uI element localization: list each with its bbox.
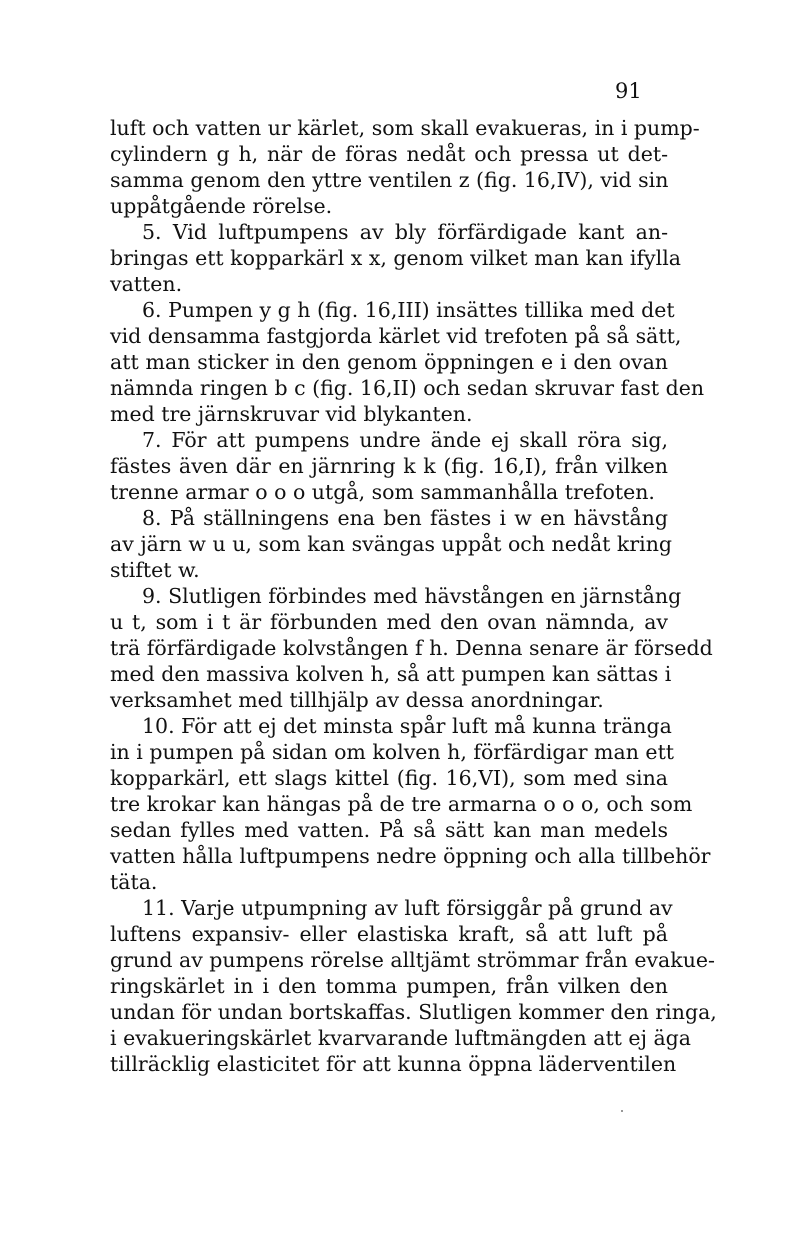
text-line: samma genom den yttre ventilen z (fig. 16,IV), vid sin: [110, 168, 669, 192]
text-line: att man sticker in den genom öppningen e i den ovan: [110, 350, 668, 374]
text-line: 10. För att ej det minsta spår luft må kunna tränga: [142, 714, 672, 738]
text-line: 9. Slutligen förbindes med hävstången en järnstång: [142, 584, 682, 608]
body-text: [110, 115, 717, 1077]
text-line: u t, som i t är förbunden med den ovan nämnda, av: [110, 610, 668, 634]
text-line: verksamhet med tillhjälp av dessa anordningar.: [110, 688, 604, 712]
text-line: in i pumpen på sidan om kolven h, förfärdigar man ett: [110, 740, 675, 764]
text-line: 7. För att pumpens undre ände ej skall röra sig,: [142, 428, 668, 452]
text-line: vatten.: [110, 272, 183, 296]
text-line: bringas ett kopparkärl x x, genom vilket man kan ifylla: [110, 246, 681, 270]
text-line: nämnda ringen b c (fig. 16,II) och sedan skruvar fast den: [110, 376, 705, 400]
text-line: undan för undan bortskaffas. Slutligen kommer den ringa,: [110, 1000, 717, 1024]
text-line: 8. På ställningens ena ben fästes i w en hävstång: [142, 506, 668, 530]
text-line: vatten hålla luftpumpens nedre öppning och alla tillbehör: [110, 844, 711, 868]
text-line: vid densamma fastgjorda kärlet vid trefoten på så sätt,: [110, 324, 682, 348]
paper-speck: [621, 1110, 623, 1112]
text-line: 5. Vid luftpumpens av bly förfärdigade kant an-: [142, 220, 668, 244]
text-line: cylindern g h, när de föras nedåt och pressa ut det-: [110, 142, 668, 166]
text-line: kopparkärl, ett slags kittel (fig. 16,VI), som med sina: [110, 766, 668, 790]
page-number: 91: [615, 79, 642, 103]
text-line: trä förfärdigade kolvstången f h. Denna senare är försedd: [110, 636, 713, 660]
text-line: tre krokar kan hängas på de tre armarna o o o, och som: [110, 792, 693, 816]
text-line: trenne armar o o o utgå, som sammanhålla trefoten.: [110, 480, 655, 504]
text-line: av järn w u u, som kan svängas uppåt och nedåt kring: [110, 532, 673, 556]
text-line: grund av pumpens rörelse alltjämt strömmar från evakue-: [110, 948, 715, 972]
text-line: ringskärlet in i den tomma pumpen, från vilken den: [110, 974, 668, 998]
text-line: 6. Pumpen y g h (fig. 16,III) insättes tillika med det: [142, 298, 675, 322]
text-line: tillräcklig elasticitet för att kunna öppna läderventilen: [110, 1052, 677, 1076]
text-line: stiftet w.: [110, 558, 200, 582]
text-line: med tre järnskruvar vid blykanten.: [110, 402, 473, 426]
text-line: med den massiva kolven h, så att pumpen kan sättas i: [110, 662, 672, 686]
text-line: luft och vatten ur kärlet, som skall evakueras, in i pump-: [110, 116, 700, 140]
text-line: täta.: [110, 870, 158, 894]
text-line: uppåtgående rörelse.: [110, 194, 333, 218]
text-line: fästes även där en järnring k k (fig. 16,I), från vilken: [110, 454, 668, 478]
text-line: sedan fylles med vatten. På så sätt kan man medels: [110, 818, 668, 842]
text-line: i evakueringskärlet kvarvarande luftmängden att ej äga: [110, 1026, 692, 1050]
text-line: luftens expansiv- eller elastiska kraft, så att luft på: [110, 922, 668, 946]
text-line: 11. Varje utpumpning av luft försiggår på grund av: [142, 896, 673, 920]
